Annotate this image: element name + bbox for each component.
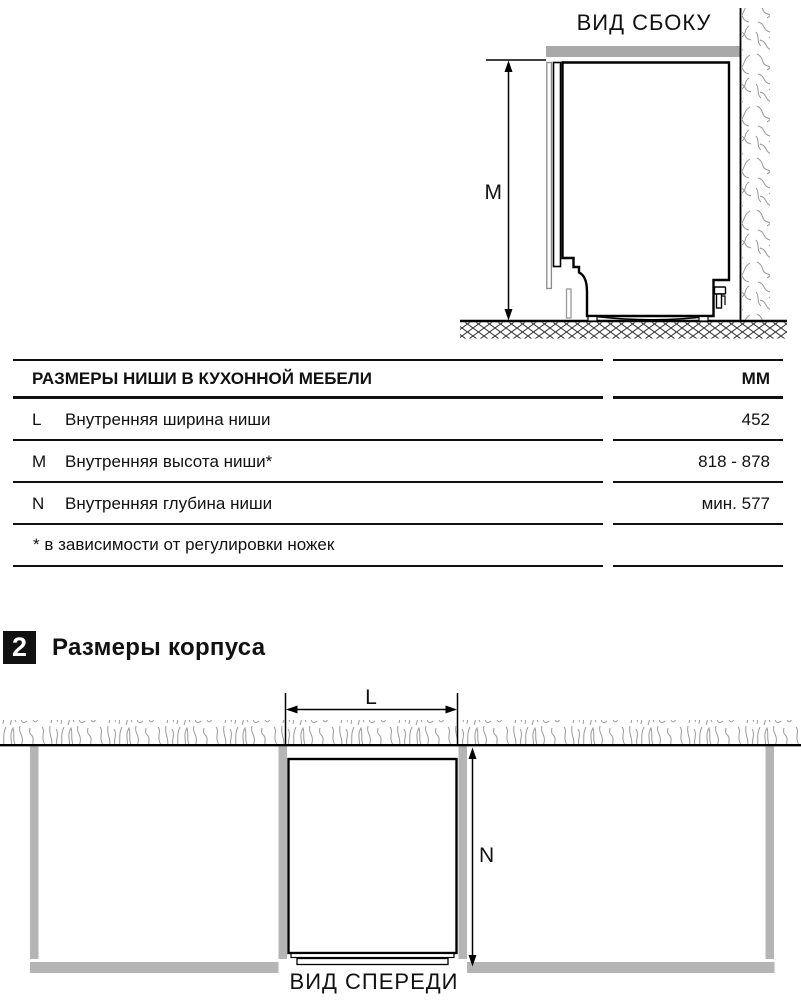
countertop-bar [546, 46, 740, 57]
row-label: Внутренняя ширина ниши [65, 410, 271, 429]
door-inner-panel [554, 63, 561, 267]
cabinet-wall-far-right [766, 747, 775, 960]
row-letter: L [32, 410, 42, 429]
door-front-panel [547, 63, 552, 289]
row-value: мин. 577 [613, 483, 783, 525]
rear-valve-detail [715, 287, 726, 308]
table-footnote-row [13, 525, 783, 567]
cabinet-bottom-left [30, 962, 279, 973]
section-title: Размеры корпуса [52, 633, 266, 661]
appliance-front-outline [289, 759, 457, 965]
rear-foot [699, 317, 708, 322]
dimension-m-label: M [484, 181, 502, 204]
countertop-texture-band [0, 720, 801, 745]
dimension-n-arrow [469, 748, 477, 967]
appliance-front-body [289, 759, 457, 953]
door-bottom-strip [567, 289, 572, 318]
row-letter: M [32, 452, 47, 471]
wall-section-texture [742, 8, 770, 321]
niche-wall-right [459, 747, 468, 960]
table-header-title: РАЗМЕРЫ НИШИ В КУХОННОЙ МЕБЕЛИ [13, 359, 603, 399]
table-header-row [13, 359, 783, 399]
cabinet-bottom-right [467, 962, 775, 973]
row-label: Внутренняя глубина ниши [65, 494, 273, 513]
cabinet-wall-far-left [30, 747, 39, 960]
niche-wall-left [279, 747, 288, 960]
table-row-depth [13, 483, 783, 525]
table-row-height [13, 441, 783, 483]
appliance-side-outline [547, 63, 729, 322]
dimension-l-label: L [365, 686, 377, 709]
table-row-width [13, 399, 783, 441]
front-foot [588, 317, 597, 322]
dimension-n-label: N [479, 844, 495, 867]
front-view-title: ВИД СПЕРЕДИ [289, 969, 459, 994]
row-value: 818 - 878 [613, 441, 783, 483]
appliance-body [563, 63, 730, 317]
niche-dimensions-table [13, 359, 783, 567]
side-view-diagram [0, 0, 801, 352]
side-view-title: ВИД СБОКУ [576, 10, 712, 35]
table-footnote: * в зависимости от регулировки ножек [13, 525, 603, 567]
appliance-base-strip [291, 954, 454, 958]
row-letter: N [32, 494, 45, 513]
row-value: 452 [613, 399, 783, 441]
section-heading [3, 631, 265, 664]
row-label: Внутренняя высота ниши* [65, 452, 273, 471]
appliance-plinth [297, 959, 448, 965]
section-number-badge: 2 [3, 631, 36, 664]
table-header-unit: ММ [613, 359, 783, 399]
front-view-diagram [0, 680, 801, 1000]
floor-hatch [460, 323, 787, 339]
